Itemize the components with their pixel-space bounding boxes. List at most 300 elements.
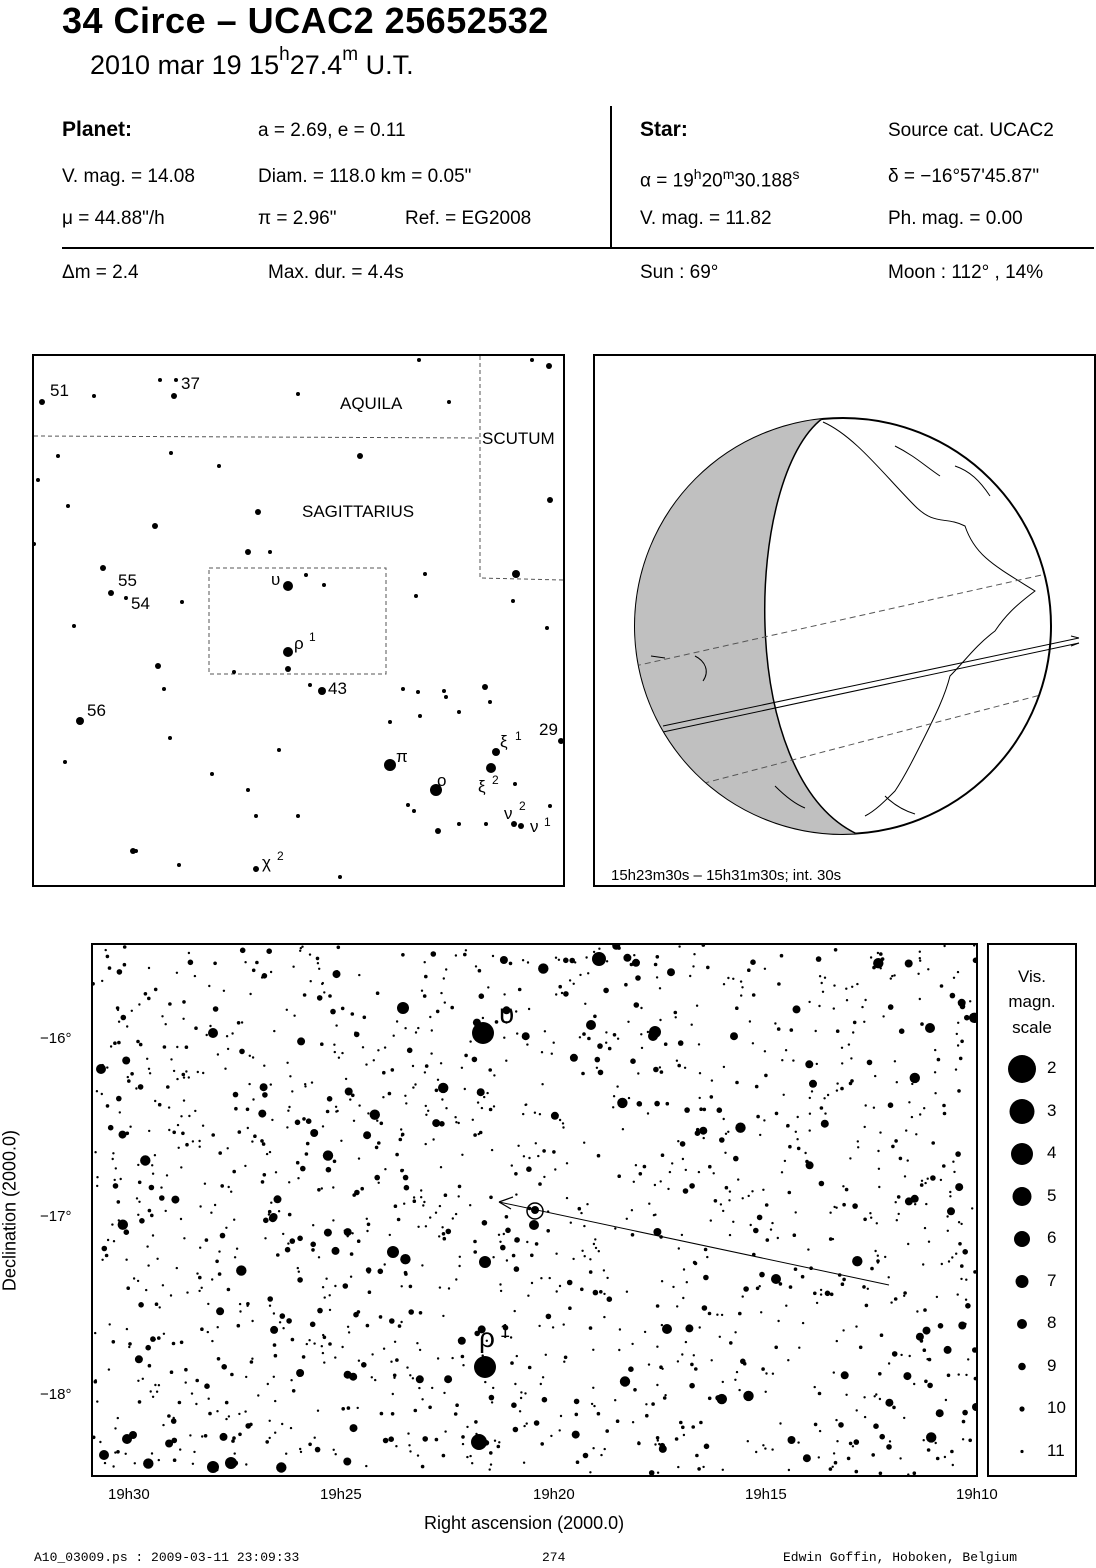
chart-star (276, 1462, 286, 1472)
chart-star (863, 1218, 867, 1222)
chart-star (573, 983, 575, 985)
finder-star-26 (283, 581, 293, 591)
finder-star-51 (418, 714, 422, 718)
chart-star (538, 963, 548, 973)
chart-star (708, 1312, 712, 1316)
chart-star (886, 1444, 892, 1450)
chart-bright-star-22 (972, 1403, 976, 1411)
chart-star (706, 966, 710, 970)
chart-star (854, 1439, 860, 1445)
chart-star (878, 1168, 880, 1170)
chart-star (326, 1167, 332, 1173)
chart-star (176, 1267, 178, 1269)
footer-author: Edwin Goffin, Hoboken, Belgium (783, 1550, 1018, 1565)
finder-star-63 (412, 809, 416, 813)
chart-star (617, 1038, 619, 1040)
chart-star (244, 1410, 246, 1412)
chart-star (473, 1240, 477, 1244)
finder-star-62 (406, 803, 410, 807)
finder-star-33 (545, 626, 549, 630)
chart-star (330, 1009, 336, 1015)
chart-star (382, 1096, 384, 1098)
chart-star (891, 975, 893, 977)
chart-star (163, 1045, 167, 1049)
chart-star (312, 1224, 314, 1226)
chart-star (439, 1205, 441, 1207)
chart-star (881, 957, 885, 961)
chart-star (196, 1272, 198, 1274)
chart-star (394, 1341, 396, 1343)
chart-star (574, 1399, 580, 1405)
star-source: Source cat. UCAC2 (888, 120, 1054, 141)
label-nu1: ν (530, 817, 539, 836)
chart-star (210, 1212, 212, 1214)
chart-star (390, 1361, 392, 1363)
chart-star (649, 1470, 655, 1475)
chart-star (618, 1349, 620, 1351)
chart-star (152, 1173, 154, 1175)
chart-star (204, 1434, 208, 1438)
chart-bright-star-12 (99, 1450, 109, 1460)
chart-star (661, 1280, 663, 1282)
chart-star (589, 1471, 591, 1473)
chart-star (492, 955, 494, 957)
chart-star (124, 1229, 130, 1235)
chart-star (421, 1398, 423, 1400)
event-datetime: 2010 mar 19 15$^h$27.4$^m$ U.T. (90, 44, 414, 80)
label-55: 55 (118, 571, 137, 590)
chart-star (152, 1234, 154, 1236)
chart-star (138, 1003, 140, 1005)
finder-star-58 (63, 760, 67, 764)
chart-star (311, 1248, 315, 1252)
chart-star (551, 1112, 559, 1120)
chart-star (286, 1318, 292, 1324)
chart-star (894, 1139, 898, 1143)
chart-star (503, 993, 505, 995)
chart-star (703, 1108, 707, 1112)
chart-star (852, 1256, 862, 1266)
chart-star (437, 1357, 439, 1359)
chart-star (589, 1270, 593, 1274)
chart-star (404, 1095, 406, 1097)
chart-star (657, 1472, 659, 1474)
chart-star (195, 1403, 197, 1405)
chart-star (439, 1121, 445, 1127)
chart-star (455, 1121, 457, 1123)
chart-star (659, 1365, 663, 1369)
chart-star (264, 1085, 266, 1087)
chart-star (777, 982, 781, 986)
chart-star (440, 992, 442, 994)
legend-dots (1008, 1055, 1036, 1453)
chart-star (348, 1331, 350, 1333)
chart-star (435, 1089, 439, 1093)
chart-star (637, 1072, 639, 1074)
chart-star (785, 1049, 787, 1051)
chart-star (725, 1186, 729, 1190)
chart-star (723, 1066, 725, 1068)
chart-star (877, 1150, 879, 1152)
chart-star (737, 1178, 739, 1180)
chart-star (182, 1000, 186, 1004)
chart-star (852, 1031, 854, 1033)
chart-star (376, 1120, 378, 1122)
finder-star-76 (253, 866, 259, 872)
chart-star (298, 1271, 300, 1273)
chart-star (388, 1092, 392, 1096)
chart-star (270, 1083, 272, 1085)
chart-star (558, 959, 560, 961)
chart-star (647, 1031, 649, 1033)
chart-star (343, 1283, 349, 1289)
chart-star (108, 1125, 114, 1131)
chart-star (743, 1362, 747, 1366)
chart-star (405, 1102, 407, 1104)
chart-star (927, 968, 929, 970)
chart-star (123, 963, 127, 967)
chart-star (945, 1399, 947, 1401)
chart-star (93, 982, 95, 986)
info-divider (610, 106, 612, 248)
chart-star (747, 968, 751, 972)
chart-star (297, 1177, 299, 1179)
chart-star (126, 1286, 130, 1290)
chart-star (584, 1003, 586, 1005)
chart-star (627, 1021, 629, 1023)
chart-star (438, 1235, 440, 1237)
chart-star (957, 1044, 959, 1046)
chart-star (290, 1238, 296, 1244)
chart-star (829, 1237, 833, 1241)
chart-star (639, 1172, 643, 1176)
chart-star (576, 1460, 580, 1464)
chart-bright-star-8 (471, 1434, 487, 1450)
chart-star (924, 1380, 928, 1384)
chart-star (934, 1092, 936, 1094)
chart-star (263, 1173, 267, 1177)
chart-star (347, 1326, 349, 1328)
chart-star (202, 1072, 204, 1074)
chart-star (905, 1197, 913, 1205)
star-phmag: Ph. mag. = 0.00 (888, 208, 1023, 229)
chart-star (920, 1022, 924, 1026)
chart-star (168, 1129, 170, 1131)
chart-star (851, 986, 853, 988)
chart-star (659, 987, 661, 989)
chart-star (431, 1387, 433, 1389)
chart-star (892, 1351, 898, 1357)
chart-star (469, 1040, 471, 1042)
finder-star-50 (388, 720, 392, 724)
chart-star (392, 1393, 394, 1395)
chart-star (870, 1217, 872, 1219)
chart-star (491, 1149, 493, 1151)
chart-star (506, 1259, 508, 1261)
chart-star (183, 1099, 185, 1101)
chart-star (683, 1188, 689, 1194)
chart-star (144, 992, 148, 996)
chart-star (180, 1166, 182, 1168)
chart-star (593, 1290, 599, 1296)
chart-star (693, 1354, 695, 1356)
chart-star (788, 1469, 790, 1471)
chart-star (955, 1183, 963, 1191)
chart-star (720, 1203, 722, 1205)
chart-star (955, 1151, 961, 1157)
globe-panel (593, 354, 1096, 887)
chart-star (606, 1277, 608, 1279)
chart-star (463, 953, 467, 957)
legend-label-5: 5 (1047, 1185, 1057, 1205)
chart-star (960, 1040, 964, 1044)
chart-star (270, 1202, 272, 1204)
chart-star (515, 1010, 517, 1012)
planet-mu: μ = 44.88"/h (62, 208, 165, 229)
chart-star (685, 1341, 687, 1343)
chart-star (559, 1119, 561, 1121)
finder-star-49 (76, 717, 84, 725)
chart-star (686, 1281, 688, 1283)
chart-star (317, 1410, 319, 1412)
chart-star (469, 1204, 471, 1206)
chart-star (743, 1286, 749, 1292)
chart-star (794, 1267, 798, 1271)
finder-star-56 (277, 748, 281, 752)
chart-star (631, 1233, 635, 1237)
chart-star (757, 1215, 763, 1221)
chart-star (391, 1412, 395, 1416)
chart-star (556, 1290, 558, 1292)
chart-star (357, 1239, 361, 1243)
chart-star (661, 1153, 665, 1157)
chart-star (964, 1015, 970, 1021)
chart-star (356, 1033, 358, 1035)
chart-star (962, 1249, 968, 1255)
chart-star (310, 1242, 316, 1248)
chart-star (221, 1364, 227, 1370)
chart-star (367, 1223, 371, 1227)
chart-star (807, 1248, 809, 1250)
chart-star (750, 959, 756, 965)
chart-star (942, 1104, 946, 1108)
chart-star (400, 1254, 410, 1264)
label-xi2: ξ (478, 777, 486, 796)
chart-star (699, 1107, 703, 1111)
chart-star (139, 1043, 143, 1047)
chart-star (213, 1006, 219, 1012)
chart-star (505, 1228, 511, 1234)
chart-star (322, 1334, 324, 1336)
chart-star (600, 1454, 602, 1456)
chart-star (395, 1445, 397, 1447)
chart-star (142, 1378, 144, 1380)
chart-star (811, 1090, 813, 1092)
chart-star (681, 1426, 685, 1430)
chart-star (291, 1090, 293, 1092)
chart-star (814, 1423, 818, 1427)
chart-star (334, 1285, 336, 1287)
chart-star (285, 1453, 287, 1455)
chart-star (572, 1431, 580, 1439)
chart-star (498, 1441, 500, 1443)
detail-chart (91, 943, 978, 1477)
chart-star (185, 1045, 189, 1049)
chart-star (522, 1032, 530, 1040)
chart-star (353, 1120, 355, 1122)
chart-star (150, 1214, 154, 1218)
chart-star (435, 1212, 437, 1214)
chart-star (566, 1197, 568, 1199)
chart-star (166, 1174, 168, 1176)
chart-star (836, 1029, 840, 1033)
chart-star (520, 1391, 522, 1393)
chart-star (469, 1455, 471, 1457)
finder-star-29 (423, 572, 427, 576)
chart-star (628, 1366, 634, 1372)
chart-bright-star-19 (771, 1274, 781, 1284)
chart-star (321, 1187, 323, 1189)
chart-star (297, 1037, 305, 1045)
chart-star (919, 1113, 921, 1115)
finder-star-36 (162, 687, 166, 691)
chart-star (518, 988, 522, 992)
chart-star (472, 1119, 474, 1121)
chart-star (240, 948, 246, 954)
chart-star (208, 1398, 210, 1400)
chart-star (475, 965, 477, 967)
chart-star (143, 1458, 153, 1468)
chart-star (146, 1058, 148, 1060)
chart-star (713, 1172, 715, 1174)
chart-star (145, 1289, 147, 1291)
moon-elongation: Moon : 112° , 14% (888, 262, 1044, 283)
chart-star (845, 1188, 849, 1192)
chart-star (973, 958, 976, 964)
chart-star (170, 1294, 172, 1296)
chart-star (310, 1129, 318, 1137)
chart-star (877, 952, 879, 954)
chart-star (198, 1276, 202, 1280)
chart-star (674, 1011, 678, 1015)
chart-star (803, 1454, 811, 1462)
chart-star (194, 975, 196, 977)
chart-star (233, 1092, 239, 1098)
chart-star (838, 1422, 844, 1428)
chart-star (443, 1392, 445, 1394)
chart-star (697, 1467, 701, 1471)
chart-star (383, 1438, 389, 1444)
chart-star (864, 1416, 866, 1418)
y-axis-label: Declination (2000.0) (0, 1129, 20, 1292)
chart-star (592, 1387, 594, 1389)
chart-star (246, 1302, 250, 1306)
chart-star (383, 1348, 385, 1350)
finder-star-19 (245, 549, 251, 555)
chart-star (108, 966, 112, 970)
chart-star (820, 1106, 824, 1110)
chart-star (592, 1349, 594, 1351)
chart-star (654, 963, 658, 967)
chart-star (244, 961, 246, 963)
chart-star (295, 1120, 301, 1126)
chart-star (96, 1090, 98, 1092)
chart-star (575, 1413, 579, 1417)
chart-star (136, 1040, 140, 1044)
chart-star (698, 1043, 700, 1045)
chart-star (936, 1457, 940, 1461)
finder-star-18 (255, 509, 261, 515)
finder-star-16 (547, 497, 553, 503)
chart-star (114, 1179, 116, 1181)
chart-star (781, 1059, 783, 1061)
chart-star (227, 1048, 229, 1050)
chart-star (911, 1116, 913, 1118)
chart-star (265, 1440, 269, 1444)
chart-star (546, 1229, 550, 1233)
chart-star (227, 1147, 229, 1149)
chart-star (888, 1276, 890, 1278)
chart-star (280, 1313, 286, 1319)
chart-star (322, 982, 324, 984)
chart-star (384, 1168, 386, 1170)
chart-star (440, 1062, 442, 1064)
chart-star (530, 1254, 534, 1258)
chart-star (879, 1398, 881, 1400)
chart-star (534, 1420, 540, 1426)
chart-star (815, 1030, 817, 1032)
chart-star (890, 977, 892, 979)
chart-star (821, 1120, 829, 1128)
chart-star (514, 1310, 516, 1312)
chart-star (93, 1436, 96, 1440)
chart-star (407, 1432, 409, 1434)
chart-star (704, 1444, 710, 1450)
chart-star (409, 1450, 411, 1452)
chart-star (664, 1394, 666, 1396)
chart-star (137, 1214, 139, 1216)
chart-star (849, 1082, 853, 1086)
chart-star (876, 1222, 878, 1224)
chart-star (823, 1097, 825, 1099)
chart-star (366, 1218, 368, 1220)
chart-star (699, 1421, 703, 1425)
chart-star (740, 994, 742, 996)
chart-star (298, 1375, 300, 1377)
chart-star (729, 1234, 731, 1236)
chart-star (561, 992, 563, 994)
chart-star (285, 1247, 291, 1253)
chart-star (921, 1180, 923, 1182)
chart-star (842, 1329, 844, 1331)
label-29: 29 (539, 720, 558, 739)
legend-dot-6 (1014, 1231, 1030, 1247)
chart-star (798, 1347, 800, 1349)
chart-star (286, 1009, 288, 1011)
chart-star (436, 1010, 440, 1014)
chart-star (177, 1124, 179, 1126)
chart-star (341, 1052, 343, 1054)
chart-star (314, 1437, 316, 1439)
chart-star (663, 1396, 667, 1400)
chart-star (874, 1395, 876, 1397)
chart-star (958, 1221, 960, 1223)
chart-star (155, 1302, 159, 1306)
chart-star (761, 1367, 765, 1371)
chart-star (584, 1255, 586, 1257)
chart-star (809, 1113, 811, 1115)
chart-star (137, 1164, 139, 1166)
